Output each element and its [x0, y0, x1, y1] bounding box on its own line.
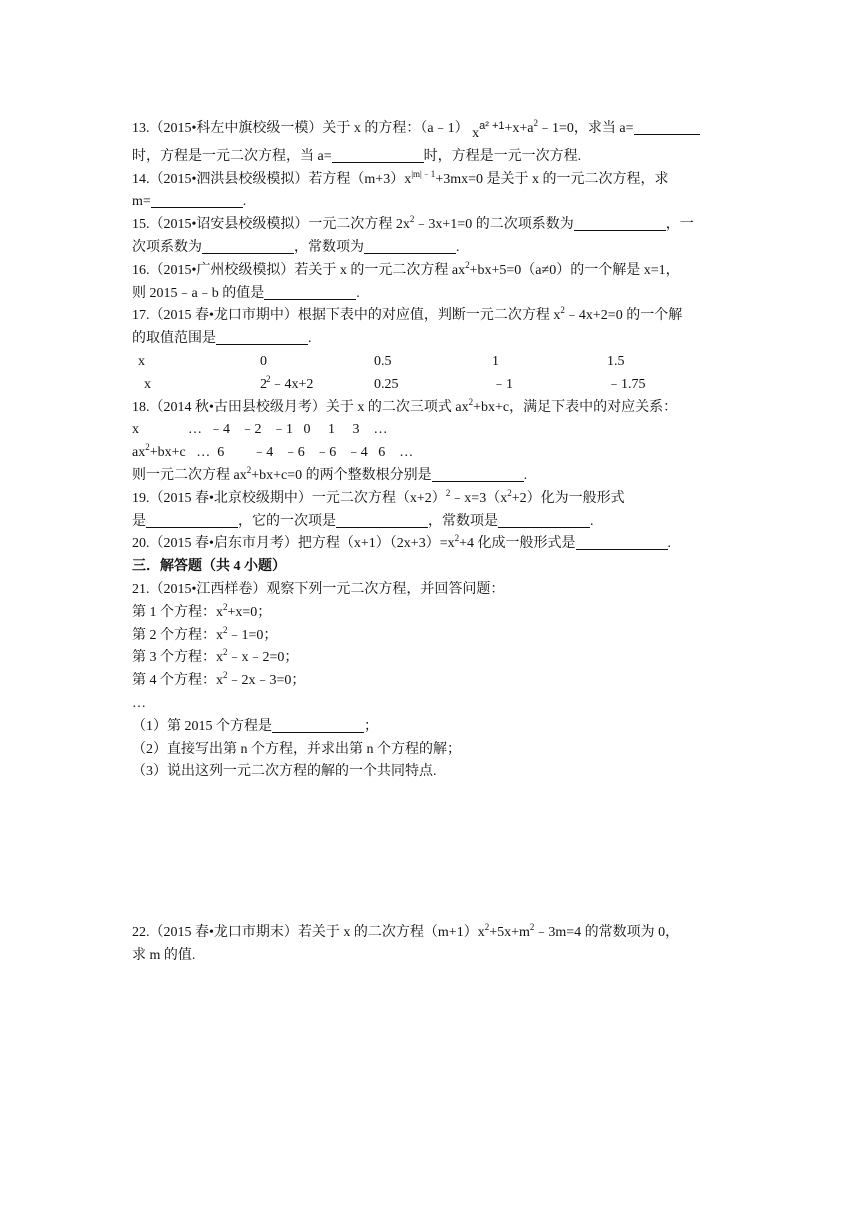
question-16-line-1: 16.（2015•广州校级模拟）若关于 x 的一元二次方程 $ax^2+bx+5=0(a\ne 0)$的一个解是 x=1，: [132, 259, 680, 278]
equation-3: 第 3 个方程：$x^2﹣x﹣2=0$；: [132, 647, 299, 666]
value-table-row-x: x … ﹣4 ﹣2 ﹣1 0 1 3 …: [132, 422, 388, 438]
question-source: （2015•江西样卷）: [149, 581, 267, 597]
question-number: 18.: [132, 399, 150, 415]
answer-blank: [364, 238, 456, 254]
answer-blank: [576, 534, 668, 550]
question-number: 22.: [132, 925, 150, 941]
question-number: 17.: [132, 308, 150, 324]
question-source: （2015•诏安县校级模拟）: [149, 217, 309, 233]
equation-4: 第 4 个方程：$x^2﹣2x﹣3=0$；: [132, 670, 306, 689]
sub-question-1: （1）第 2015 个方程是 ；: [132, 718, 378, 734]
value-table-row-fx: $ax^2+bx+c$ … 6 ﹣4 ﹣6 ﹣6 ﹣4 6 …: [132, 442, 414, 461]
question-source: （2015•科左中旗校级一模）: [149, 121, 323, 136]
question-19-line-1: 19.（2015 春•北京校级期中）一元二次方程$(x+2)^2﹣x=3(x^2+2)$化为一般形式: [132, 487, 625, 506]
question-22-line-2: 求 m 的值.: [132, 947, 196, 963]
question-source: （2015 春•龙口市期末）: [149, 925, 298, 941]
exponent-base: $x^{a^2 +1}$: [472, 120, 505, 141]
question-20: 20.（2015 春•启东市月考）把方程$(x+1)(2x+3)=x^2+4$ 化成一般形式是 .: [132, 533, 671, 552]
question-source: （2015•广州校级模拟）: [149, 262, 295, 278]
question-21-line-1: 21.（2015•江西样卷）观察下列一元二次方程，并回答问题：: [132, 581, 505, 597]
answer-blank: [432, 466, 524, 482]
question-number: 19.: [132, 490, 150, 506]
question-17-line-1: 17.（2015 春•龙口市期中）根据下表中的对应值，判断一元二次方程 $x^2﹣4x+2=0$ 的一个解: [132, 305, 683, 324]
answer-blank: [264, 284, 356, 300]
question-15-line-1: 15.（2015•诏安县校级模拟）一元二次方程 $2x^2﹣3x+1=0$ 的二次项系数为 ，一: [132, 214, 694, 233]
exam-page: [132, 118, 732, 968]
question-number: 20.: [132, 536, 150, 552]
question-14-line-2: m= .: [132, 194, 247, 210]
answer-blank: [336, 512, 428, 528]
value-table-row-fx: x $^2$﹣4x+2 2 0.25 ﹣1 ﹣1.75: [144, 373, 646, 392]
answer-blank: [498, 512, 590, 528]
equation-1: 第 1 个方程：$x^2+x=0$；: [132, 601, 272, 620]
sub-question-2: （2）直接写出第 n 个方程，并求出第 n 个方程的解；: [132, 741, 461, 757]
question-13-line-1: 13.（2015•科左中旗校级一模）关于 x 的方程：（a﹣1） $x^{a^2 +1}+x+a^2﹣1=0$，求当 a=: [132, 118, 732, 146]
question-18-line-1: 18.（2014 秋•古田县校级月考）关于 x 的二次三项式 $ax^2+bx+c$，满足下表中的对应关系：: [132, 396, 678, 415]
value-table-row-x: x 0 0.5 1 1.5: [138, 353, 625, 369]
question-19-line-2: 是 ，它的一次项是 ，常数项是 .: [132, 513, 594, 529]
section-heading: 三．解答题（共 4 小题）: [132, 559, 286, 575]
question-number: 13.: [132, 121, 150, 136]
answer-blank: [202, 238, 294, 254]
question-source: （2015 春•北京校级期中）: [149, 490, 312, 506]
ellipsis: …: [132, 695, 146, 711]
question-14-line-1: 14.（2015•泗洪县校级模拟）若方程$(m+3)x^{|m|﹣1}+3mx=0$ 是关于 x 的一元二次方程，求: [132, 168, 669, 187]
answer-blank: [216, 329, 308, 345]
question-18-line-2: 则一元二次方程 $ax^2+bx+c=0$ 的两个整数根分别是 .: [132, 464, 528, 483]
question-source: （2015•泗洪县校级模拟）: [149, 171, 309, 187]
answer-space: [132, 784, 732, 922]
question-number: 15.: [132, 217, 150, 233]
question-15-line-2: 次项系数为 ，常数项为 .: [132, 239, 460, 255]
question-source: （2014 秋•古田县校级月考）: [149, 399, 326, 415]
answer-blank: [146, 512, 238, 528]
question-number: 16.: [132, 262, 150, 278]
question-source: （2015 春•龙口市期中）: [149, 308, 298, 324]
question-number: 21.: [132, 581, 150, 597]
question-22-line-1: 22.（2015 春•龙口市期末）若关于 x 的二次方程$(m+1)x^2+5x+m^2﹣3m=4$ 的常数项为 0，: [132, 922, 680, 941]
equation-2: 第 2 个方程：$x^2﹣1=0$；: [132, 624, 278, 643]
answer-blank: [332, 147, 424, 163]
answer-blank: [272, 717, 364, 733]
question-number: 14.: [132, 171, 150, 187]
answer-blank: [151, 192, 243, 208]
answer-blank: [634, 119, 700, 135]
answer-blank: [574, 215, 666, 231]
sub-question-3: （3）说出这列一元二次方程的解的一个共同特点.: [132, 764, 437, 780]
question-17-line-2: 的取值范围是 .: [132, 331, 312, 347]
question-13-line-2: 时，方程是一元二次方程，当 a= 时，方程是一元一次方程.: [132, 148, 582, 164]
question-source: （2015 春•启东市月考）: [149, 536, 298, 552]
question-16-line-2: 则 2015﹣a﹣b 的值是 .: [132, 285, 360, 301]
